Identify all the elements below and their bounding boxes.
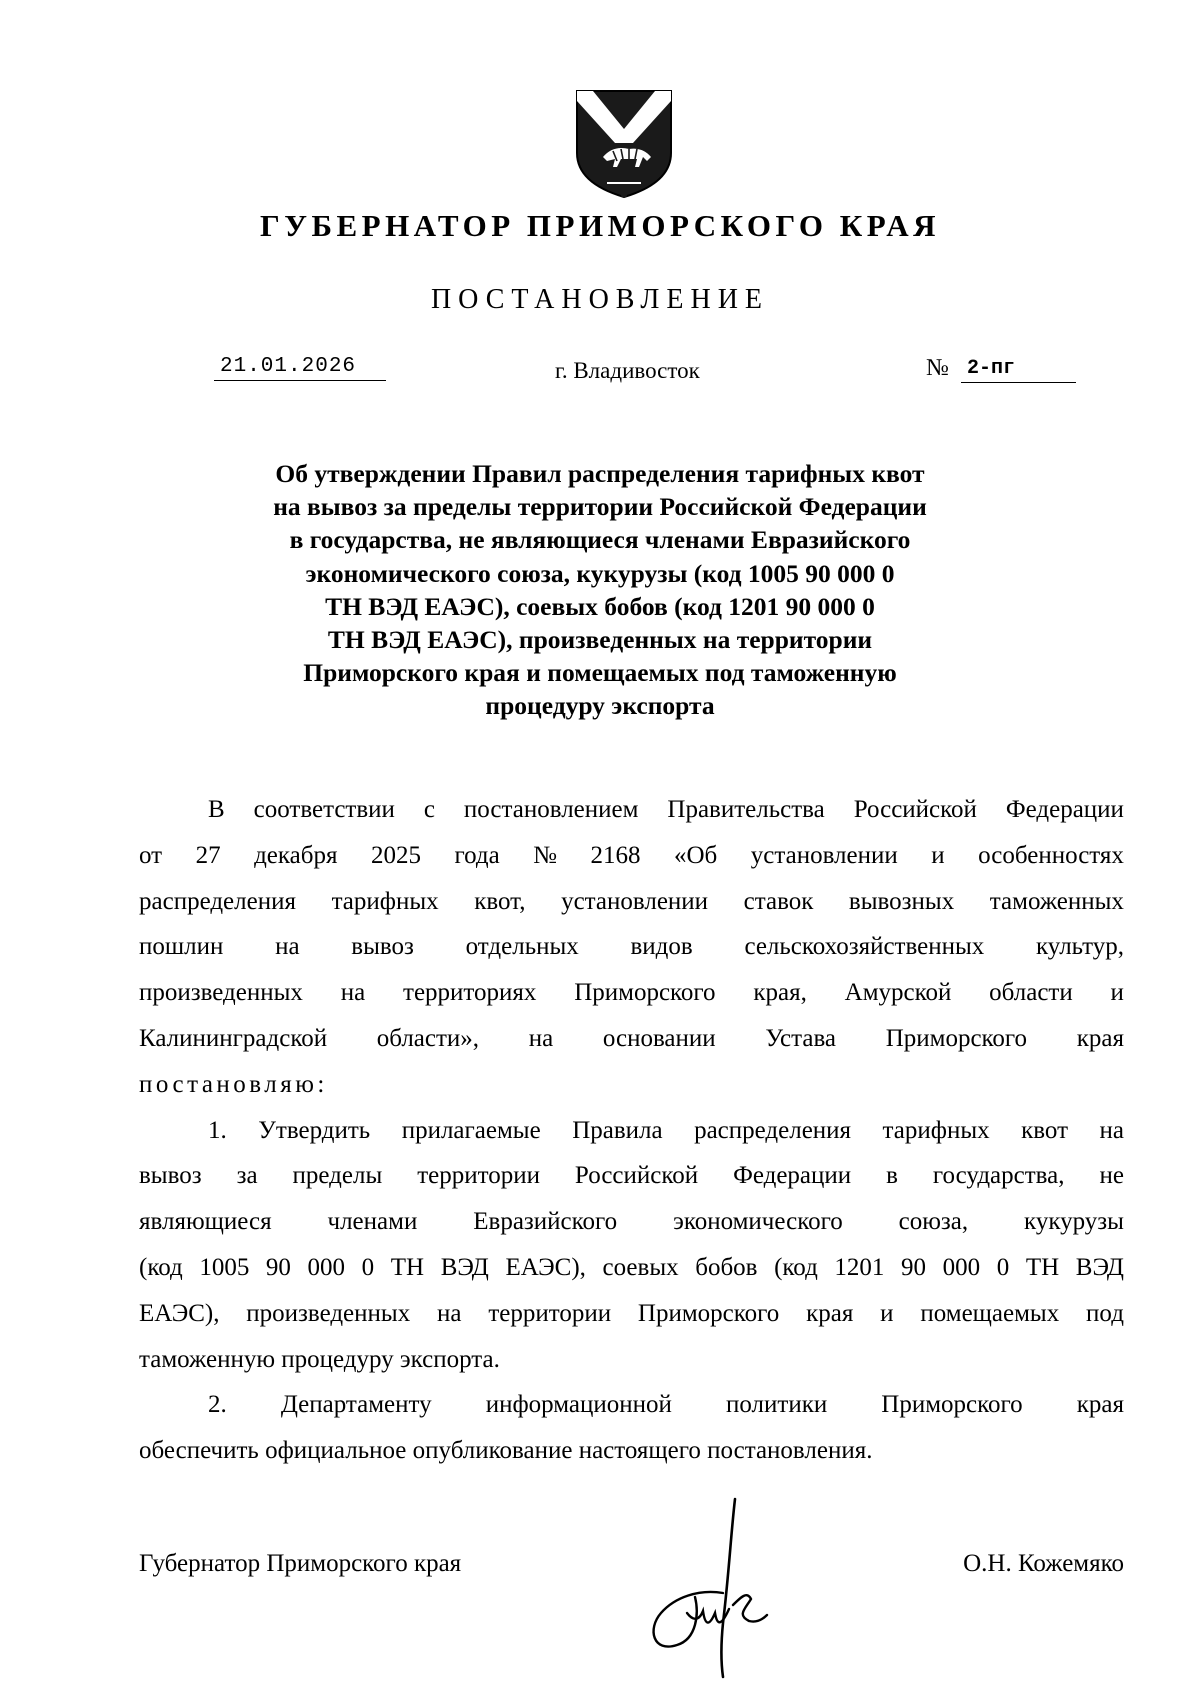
word: таможенных [989, 887, 1124, 915]
word: территориях [403, 979, 537, 1007]
word: тарифных [331, 887, 439, 915]
preamble-line [139, 924, 1124, 970]
word: пределы [292, 1162, 383, 1190]
word: года [454, 841, 500, 869]
word: 000 [942, 1253, 981, 1281]
number-sign: № [926, 355, 949, 381]
word: являющиеся [139, 1208, 272, 1236]
word: вывоз [351, 933, 414, 961]
word: 1005 [199, 1253, 250, 1281]
subject-line: Об утверждении Правил распределения тарифных квот [275, 459, 925, 488]
word: Федерации [733, 1162, 852, 1190]
subject-line: экономического союза, кукурузы (код 1005 90 000 0 [305, 558, 895, 588]
document-type: ПОСТАНОВЛЕНИЕ [430, 284, 770, 315]
word: края [1076, 1391, 1124, 1419]
word: Российской [574, 1162, 699, 1190]
number-value: 2-пг [961, 357, 1076, 383]
word: квот [1021, 1116, 1068, 1144]
word: отдельных [465, 933, 579, 961]
word: не [1099, 1162, 1124, 1190]
signatory-name: О.Н. Кожемяко [963, 1550, 1124, 1577]
word: 0 [996, 1253, 1010, 1281]
word: 90 [901, 1253, 927, 1281]
signature-block [139, 1493, 1124, 1683]
word: 0 [361, 1253, 375, 1281]
word: ТН [1025, 1253, 1060, 1281]
word: ставок [743, 887, 814, 915]
word: области», [376, 1024, 480, 1052]
word: особенностях [978, 841, 1124, 869]
word: Правила [572, 1116, 663, 1144]
word: основании [602, 1024, 716, 1052]
word: распределения [694, 1116, 852, 1144]
word: Приморского [881, 1391, 1023, 1419]
word: произведенных [139, 979, 303, 1007]
preamble-line [139, 1016, 1124, 1062]
word: Евразийского [473, 1208, 618, 1236]
word: Приморского [574, 979, 716, 1007]
word: края, [753, 979, 807, 1007]
word: политики [725, 1391, 828, 1419]
word: вывоз [139, 1162, 202, 1190]
word: 2025 [370, 841, 421, 869]
word: кукурузы [1024, 1208, 1124, 1236]
word: сельскохозяйственных [744, 933, 985, 961]
document-body [139, 787, 1124, 1474]
word: соответствии [253, 796, 395, 823]
word: области [989, 979, 1073, 1007]
signatory-title: Губернатор Приморского края [139, 1550, 462, 1577]
handwritten-signature-icon [639, 1493, 789, 1683]
word: Департаменту [280, 1391, 432, 1419]
word: (код [774, 1253, 818, 1281]
word: распределения [139, 887, 296, 915]
word: 000 [307, 1253, 346, 1281]
word: Калининградской [139, 1024, 328, 1052]
word: ЕАЭС), [505, 1253, 586, 1281]
item1-line [139, 1291, 1124, 1337]
word: Утвердить [258, 1116, 371, 1144]
word: ВЭД [1075, 1253, 1124, 1281]
document-subject [150, 457, 1050, 723]
word: от [139, 841, 163, 869]
item1-line [139, 1245, 1124, 1291]
word: государства, [932, 1162, 1065, 1190]
item1-line [139, 1108, 1124, 1154]
word: квот, [474, 887, 526, 915]
item2-line [139, 1382, 1124, 1428]
subject-line: ТН ВЭД ЕАЭС), произведенных на территории [327, 625, 873, 655]
item1-line: таможенную процедуру экспорта. [139, 1345, 500, 1373]
word: под [1086, 1299, 1124, 1327]
word: соевых [602, 1253, 679, 1281]
document-date: 21.01.2026 [214, 355, 386, 381]
word: с [423, 796, 435, 823]
word: 90 [265, 1253, 291, 1281]
word: «Об [674, 841, 718, 869]
word: за [236, 1162, 258, 1190]
coat-of-arms-icon [573, 87, 675, 199]
preamble-line [139, 970, 1124, 1016]
word: видов [630, 933, 693, 961]
word: территории [488, 1299, 612, 1327]
word: декабря [254, 841, 338, 869]
resolution-word: постановляю: [139, 1070, 328, 1098]
word: территории [417, 1162, 540, 1190]
word: информационной [485, 1391, 672, 1419]
word: и [1110, 979, 1124, 1007]
word: (код [139, 1253, 183, 1281]
subject-line: в государства, не являющиеся членами Евразийского [289, 525, 911, 555]
item1-line [139, 1199, 1124, 1245]
word: вывозных [848, 887, 955, 915]
organization-title: ГУБЕРНАТОР ПРИМОРСКОГО КРАЯ [259, 208, 940, 243]
word: 1. [208, 1116, 227, 1144]
word: произведенных [246, 1299, 411, 1327]
word: установлении [561, 887, 709, 915]
subject-line: Приморского края и помещаемых под таможенную [303, 658, 897, 688]
word: на [1099, 1116, 1124, 1144]
word: Устава [765, 1024, 837, 1052]
word: Федерации [1005, 796, 1124, 823]
word: и [880, 1299, 894, 1327]
preamble-line [139, 879, 1124, 925]
word: тарифных [882, 1116, 990, 1144]
subject-line: ТН ВЭД ЕАЭС), соевых бобов (код 1201 90 000 0 [325, 591, 875, 621]
word: союза, [898, 1208, 969, 1236]
document-city: г. Владивосток [555, 358, 700, 383]
preamble-line [139, 787, 1124, 833]
word: № [533, 841, 558, 869]
word: 2. [208, 1391, 227, 1419]
item1-line [139, 1153, 1124, 1199]
word: бобов [695, 1253, 758, 1281]
word: и [931, 841, 945, 869]
item2-line: обеспечить официальное опубликование настоящего постановления. [139, 1437, 873, 1465]
word: Амурской [844, 979, 952, 1007]
preamble-line [139, 833, 1124, 879]
word: пошлин [139, 933, 224, 961]
word: постановлением [463, 796, 639, 823]
word: ВЭД [440, 1253, 489, 1281]
subject-line: на вывоз за пределы территории Российской Федерации [273, 492, 927, 522]
word: членами [327, 1208, 418, 1236]
word: экономического [673, 1208, 843, 1236]
subject-line: процедуру экспорта [485, 691, 715, 721]
word: в [886, 1162, 898, 1190]
word: на [340, 979, 366, 1007]
word: на [275, 933, 300, 961]
word: установлении [750, 841, 898, 869]
word: помещаемых [920, 1299, 1060, 1327]
word: Приморского [885, 1024, 1028, 1052]
word: культур, [1036, 933, 1124, 961]
word: Правительства [667, 796, 825, 823]
word: 1201 [834, 1253, 885, 1281]
word: края [806, 1299, 854, 1327]
word: края [1076, 1024, 1124, 1052]
word: Приморского [637, 1299, 780, 1327]
word: 27 [195, 841, 221, 869]
word: прилагаемые [401, 1116, 541, 1144]
word: В [208, 796, 225, 823]
word: 2168 [590, 841, 641, 869]
word: Российской [853, 796, 977, 823]
word: на [437, 1299, 462, 1327]
word: на [528, 1024, 554, 1052]
word: ТН [390, 1253, 425, 1281]
word: ЕАЭС), [139, 1299, 220, 1327]
